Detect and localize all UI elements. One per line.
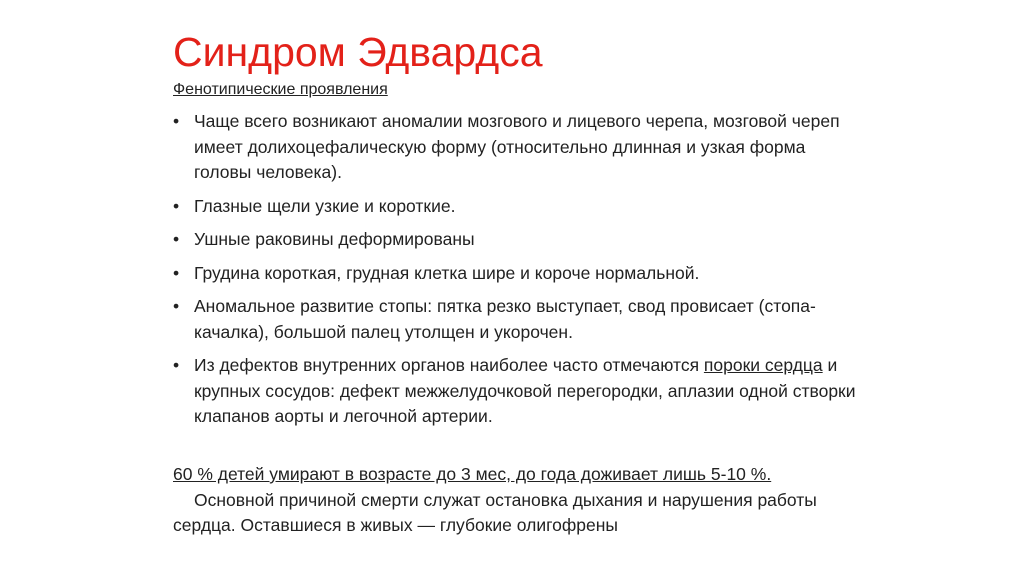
heart-defects-link[interactable]: пороки сердца [703,355,823,375]
bullet-item [173,227,863,253]
bullet-dot-icon: • [173,355,180,375]
bullet-dot-icon: • [173,262,180,283]
bullet-dot-icon: • [173,229,180,249]
bullet-text: Грудина короткая, грудная клетка шире и короче нормальной. [194,262,700,283]
bullet-text-before: Из дефектов внутренних органов наиболее часто отмечаются [194,355,704,375]
mortality-cause: Основной причиной смерти служат остановка дыхания и нарушения работы сердца. Оставшиеся в живых — глубокие олигофрены [173,489,817,535]
bullet-text: Ушные раковины деформированы [194,229,475,249]
bullet-text-after: и крупных сосудов: дефект межжелудочковой перегородки, аплазии одной створки клапанов аорты и легочной артерии. [194,355,856,426]
bullet-text: Чаще всего возникают аномалии мозгового и лицевого черепа, мозговой череп имеет долихоцефалическую форму (относительно длинная и узкая форма головы человека). [194,111,840,182]
slide-title: Синдром Эдвардса [173,29,543,75]
bullet-text: Глазные щели узкие и короткие. [194,195,456,216]
bullet-list [173,109,863,438]
bullet-dot-icon: • [173,296,180,316]
bullet-item [173,109,863,186]
bullet-dot-icon: • [173,111,180,131]
bullet-item [173,194,863,220]
mortality-note [173,462,863,539]
bullet-item [173,353,863,430]
bullet-dot-icon: • [173,195,180,216]
bullet-item [173,294,863,345]
mortality-statistic: 60 % детей умирают в возрасте до 3 мес, до года доживает лишь 5-10 %. [173,464,772,484]
bullet-item [173,261,863,287]
slide-subtitle: Фенотипические проявления [173,81,388,98]
bullet-text: Аномальное развитие стопы: пятка резко выступает, свод провисает (стопа-качалка), большой палец утолщен и укорочен. [194,296,816,342]
